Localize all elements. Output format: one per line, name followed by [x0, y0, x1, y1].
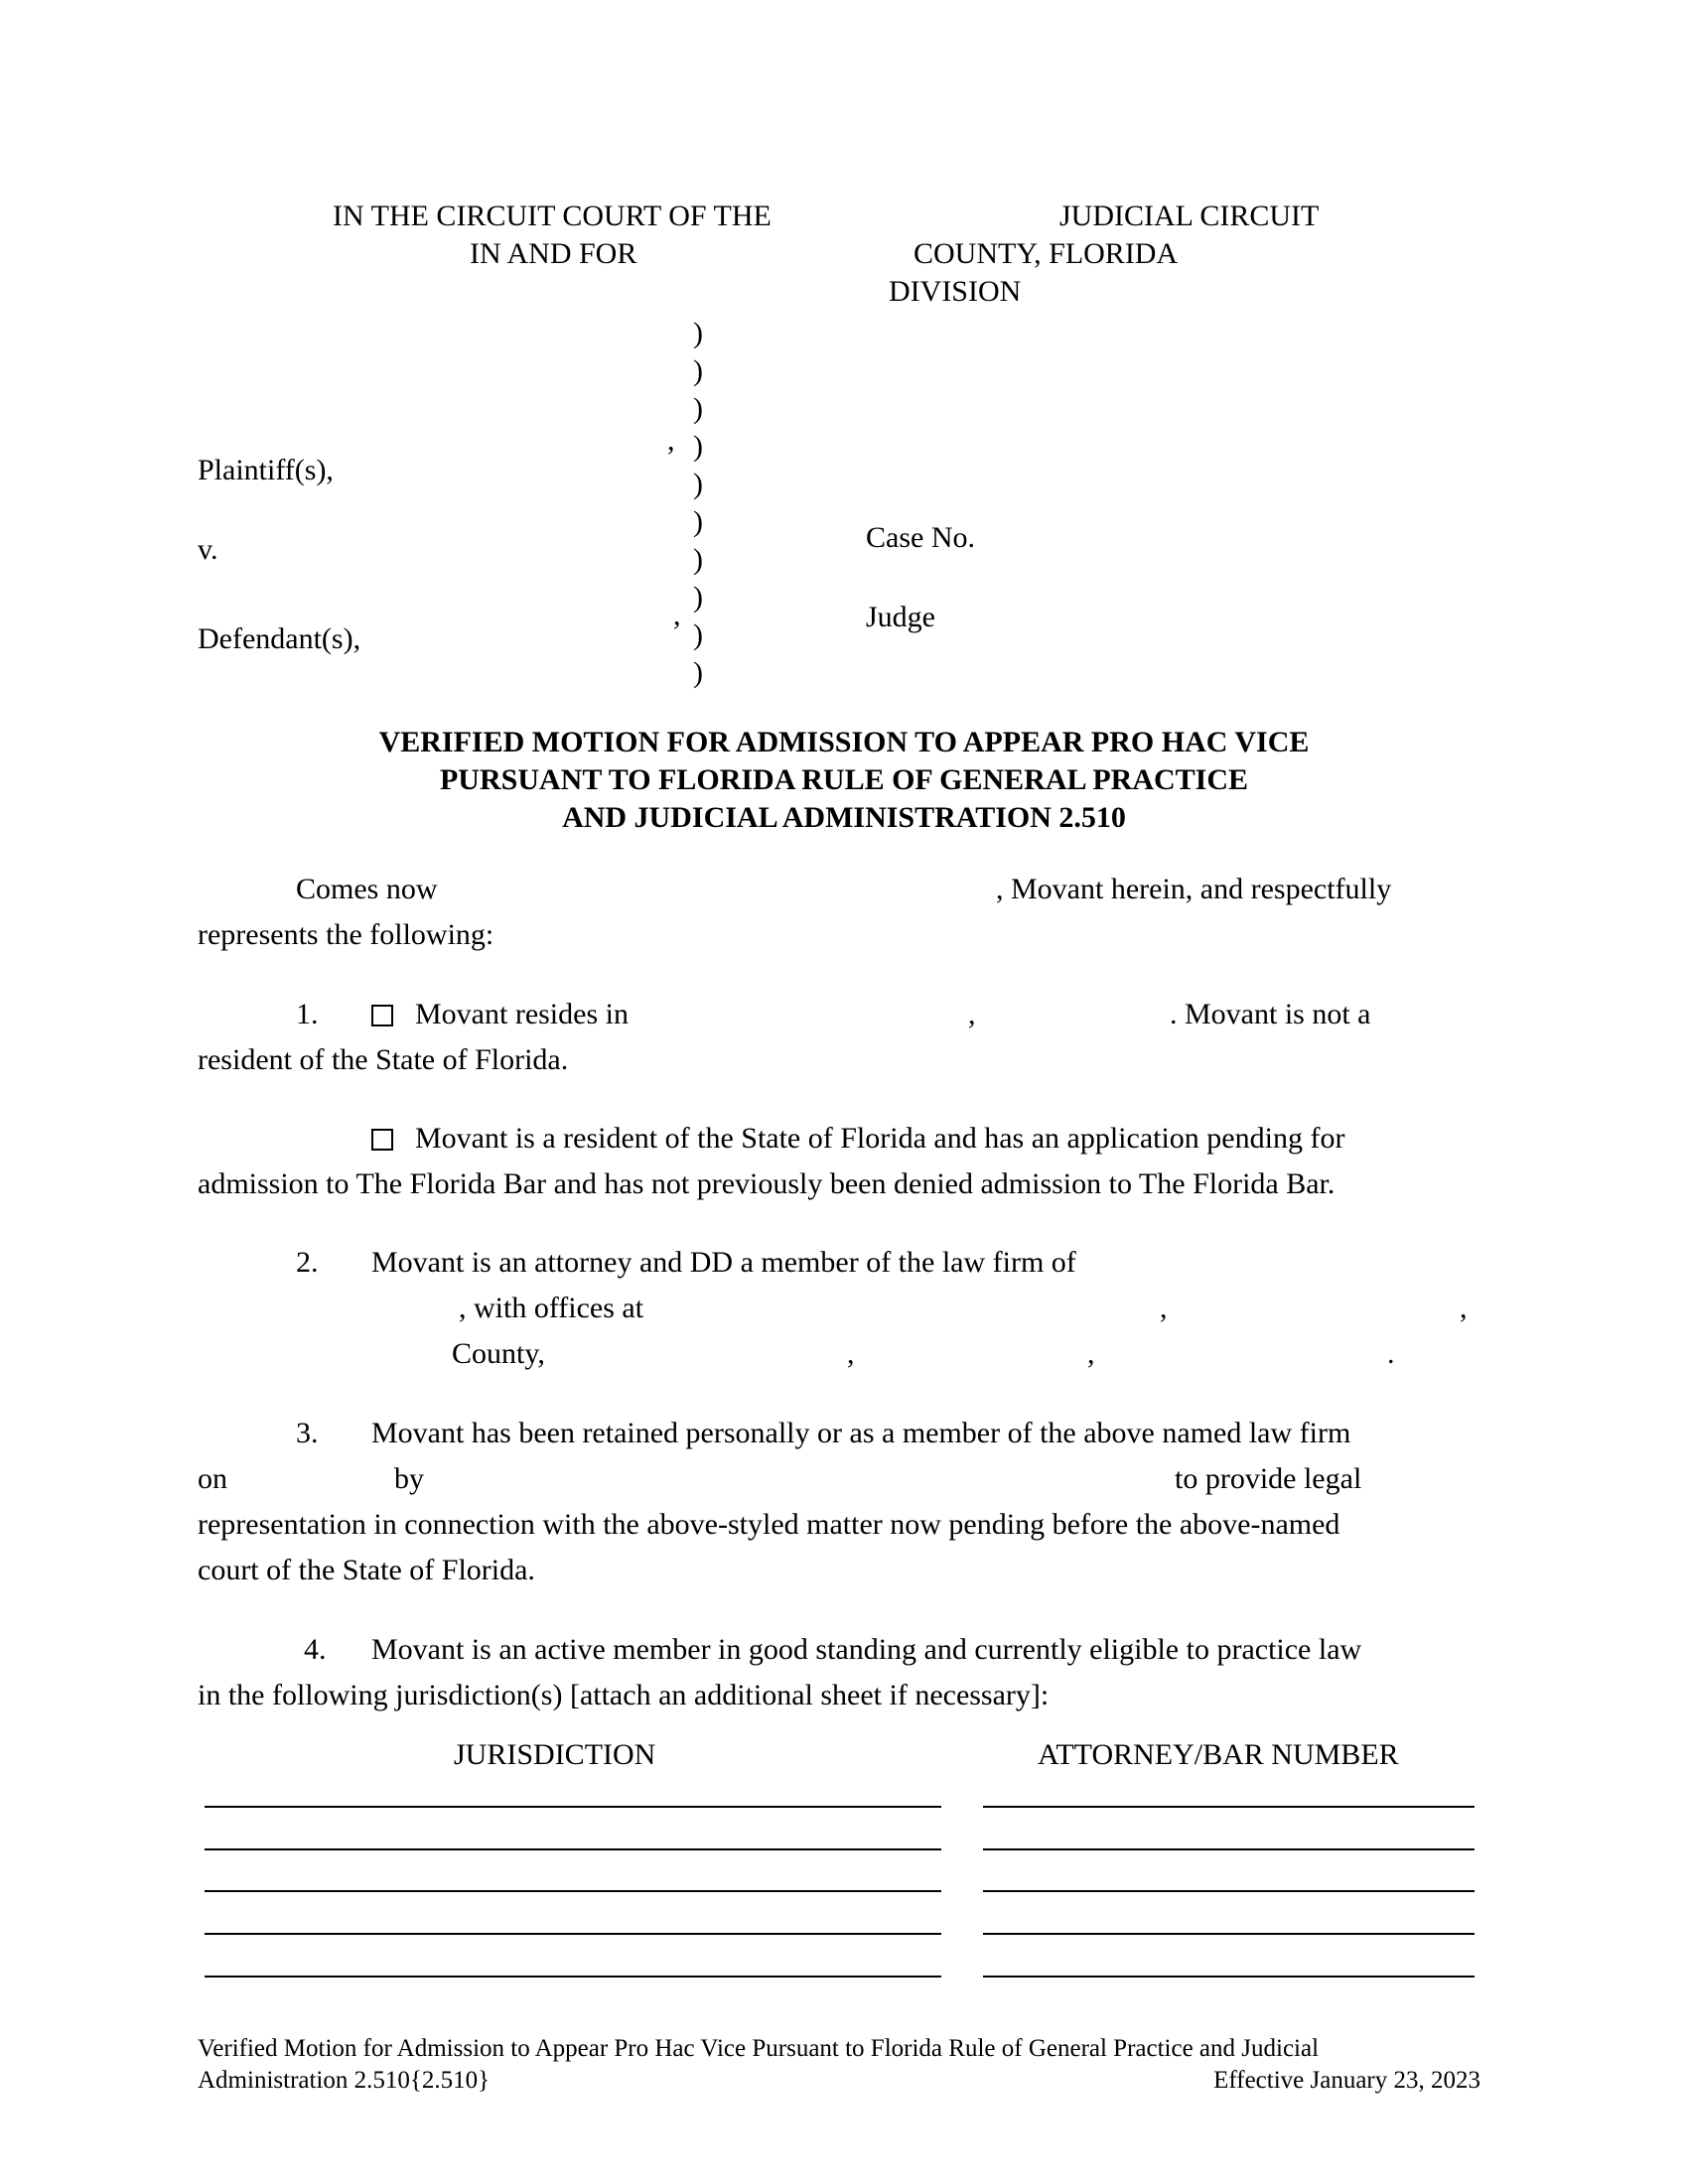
jurisdiction-line[interactable] [205, 1848, 941, 1850]
bar-number-header: ATTORNEY/BAR NUMBER [1038, 1738, 1399, 1771]
jurisdiction-line[interactable] [205, 1976, 941, 1978]
defendant-label: Defendant(s), [198, 622, 361, 655]
para3-on: on [198, 1462, 227, 1495]
nonresident-checkbox[interactable] [371, 1005, 393, 1026]
plaintiff-label: Plaintiff(s), [198, 454, 334, 486]
bar-number-line[interactable] [983, 1933, 1475, 1935]
court-line1-right: JUDICIAL CIRCUIT [1059, 200, 1320, 232]
defendant-comma: , [673, 599, 681, 631]
court-line2-left: IN AND FOR [470, 237, 637, 270]
title-line2: PURSUANT TO FLORIDA RULE OF GENERAL PRACTICE [439, 763, 1249, 796]
caption-paren: ) [693, 354, 703, 387]
caption-paren: ) [693, 468, 703, 500]
caption-paren: ) [693, 317, 703, 349]
para3-line4: court of the State of Florida. [198, 1554, 535, 1586]
para1-alt-line2: admission to The Florida Bar and has not previously been denied admission to The Florida Bar. [198, 1167, 1336, 1200]
para4-number: 4. [304, 1633, 327, 1666]
caption-paren: ) [693, 618, 703, 651]
para1-alt-line1: Movant is a resident of the State of Florida and has an application pending for [415, 1122, 1345, 1155]
plaintiff-comma: , [667, 424, 675, 457]
movant-herein: , Movant herein, and respectfully [996, 873, 1392, 905]
versus-label: v. [198, 533, 218, 566]
case-no-label: Case No. [866, 521, 975, 554]
para2-with-offices: , with offices at [459, 1292, 644, 1324]
caption-paren: ) [693, 505, 703, 538]
para1-number: 1. [296, 998, 319, 1030]
para3-line1: Movant has been retained personally or as a member of the above named law firm [371, 1417, 1351, 1449]
para2-county: County, [452, 1337, 545, 1370]
jurisdiction-line[interactable] [205, 1890, 941, 1892]
represents-line: represents the following: [198, 918, 494, 951]
judge-label: Judge [866, 601, 935, 633]
para1-comma: , [968, 998, 976, 1030]
footer-line1: Verified Motion for Admission to Appear Pro Hac Vice Pursuant to Florida Rule of General Practice and Judicial [198, 2035, 1320, 2062]
caption-paren: ) [693, 430, 703, 463]
title-line1: VERIFIED MOTION FOR ADMISSION TO APPEAR PRO HAC VICE [378, 726, 1310, 758]
bar-number-line[interactable] [983, 1848, 1475, 1850]
caption-paren: ) [693, 392, 703, 425]
para2-comma: , [847, 1337, 855, 1370]
court-line2-right: COUNTY, FLORIDA [914, 237, 1179, 270]
caption-paren: ) [693, 543, 703, 576]
para4-line2: in the following jurisdiction(s) [attach an additional sheet if necessary]: [198, 1679, 1050, 1711]
caption-paren: ) [693, 581, 703, 614]
footer-line2-left: Administration 2.510{2.510} [198, 2067, 491, 2094]
caption-paren: ) [693, 656, 703, 689]
para1-resides-in: Movant resides in [415, 998, 629, 1030]
para3-provide: to provide legal [1175, 1462, 1362, 1495]
bar-number-line[interactable] [983, 1976, 1475, 1978]
para2-comma: , [1460, 1292, 1468, 1324]
jurisdiction-header: JURISDICTION [454, 1738, 656, 1771]
resident-checkbox[interactable] [371, 1129, 393, 1151]
jurisdiction-line[interactable] [205, 1806, 941, 1808]
division-label: DIVISION [889, 275, 1022, 308]
para2-comma: , [1160, 1292, 1168, 1324]
para1-not-resident: . Movant is not a [1170, 998, 1371, 1030]
para2-line1: Movant is an attorney and DD a member of the law firm of [371, 1246, 1076, 1279]
bar-number-line[interactable] [983, 1890, 1475, 1892]
para2-comma: , [1087, 1337, 1095, 1370]
para3-number: 3. [296, 1417, 319, 1449]
jurisdiction-line[interactable] [205, 1933, 941, 1935]
bar-number-line[interactable] [983, 1806, 1475, 1808]
para2-period: . [1387, 1337, 1395, 1370]
court-line1-left: IN THE CIRCUIT COURT OF THE [333, 200, 772, 232]
footer-line2-right: Effective January 23, 2023 [1213, 2067, 1480, 2094]
comes-now: Comes now [296, 873, 438, 905]
para4-line1: Movant is an active member in good standing and currently eligible to practice law [371, 1633, 1362, 1666]
para3-by: by [394, 1462, 424, 1495]
para1-line2: resident of the State of Florida. [198, 1043, 569, 1076]
title-line3: AND JUDICIAL ADMINISTRATION 2.510 [562, 801, 1126, 834]
para2-number: 2. [296, 1246, 319, 1279]
para3-line3: representation in connection with the above-styled matter now pending before the above-named [198, 1508, 1340, 1541]
